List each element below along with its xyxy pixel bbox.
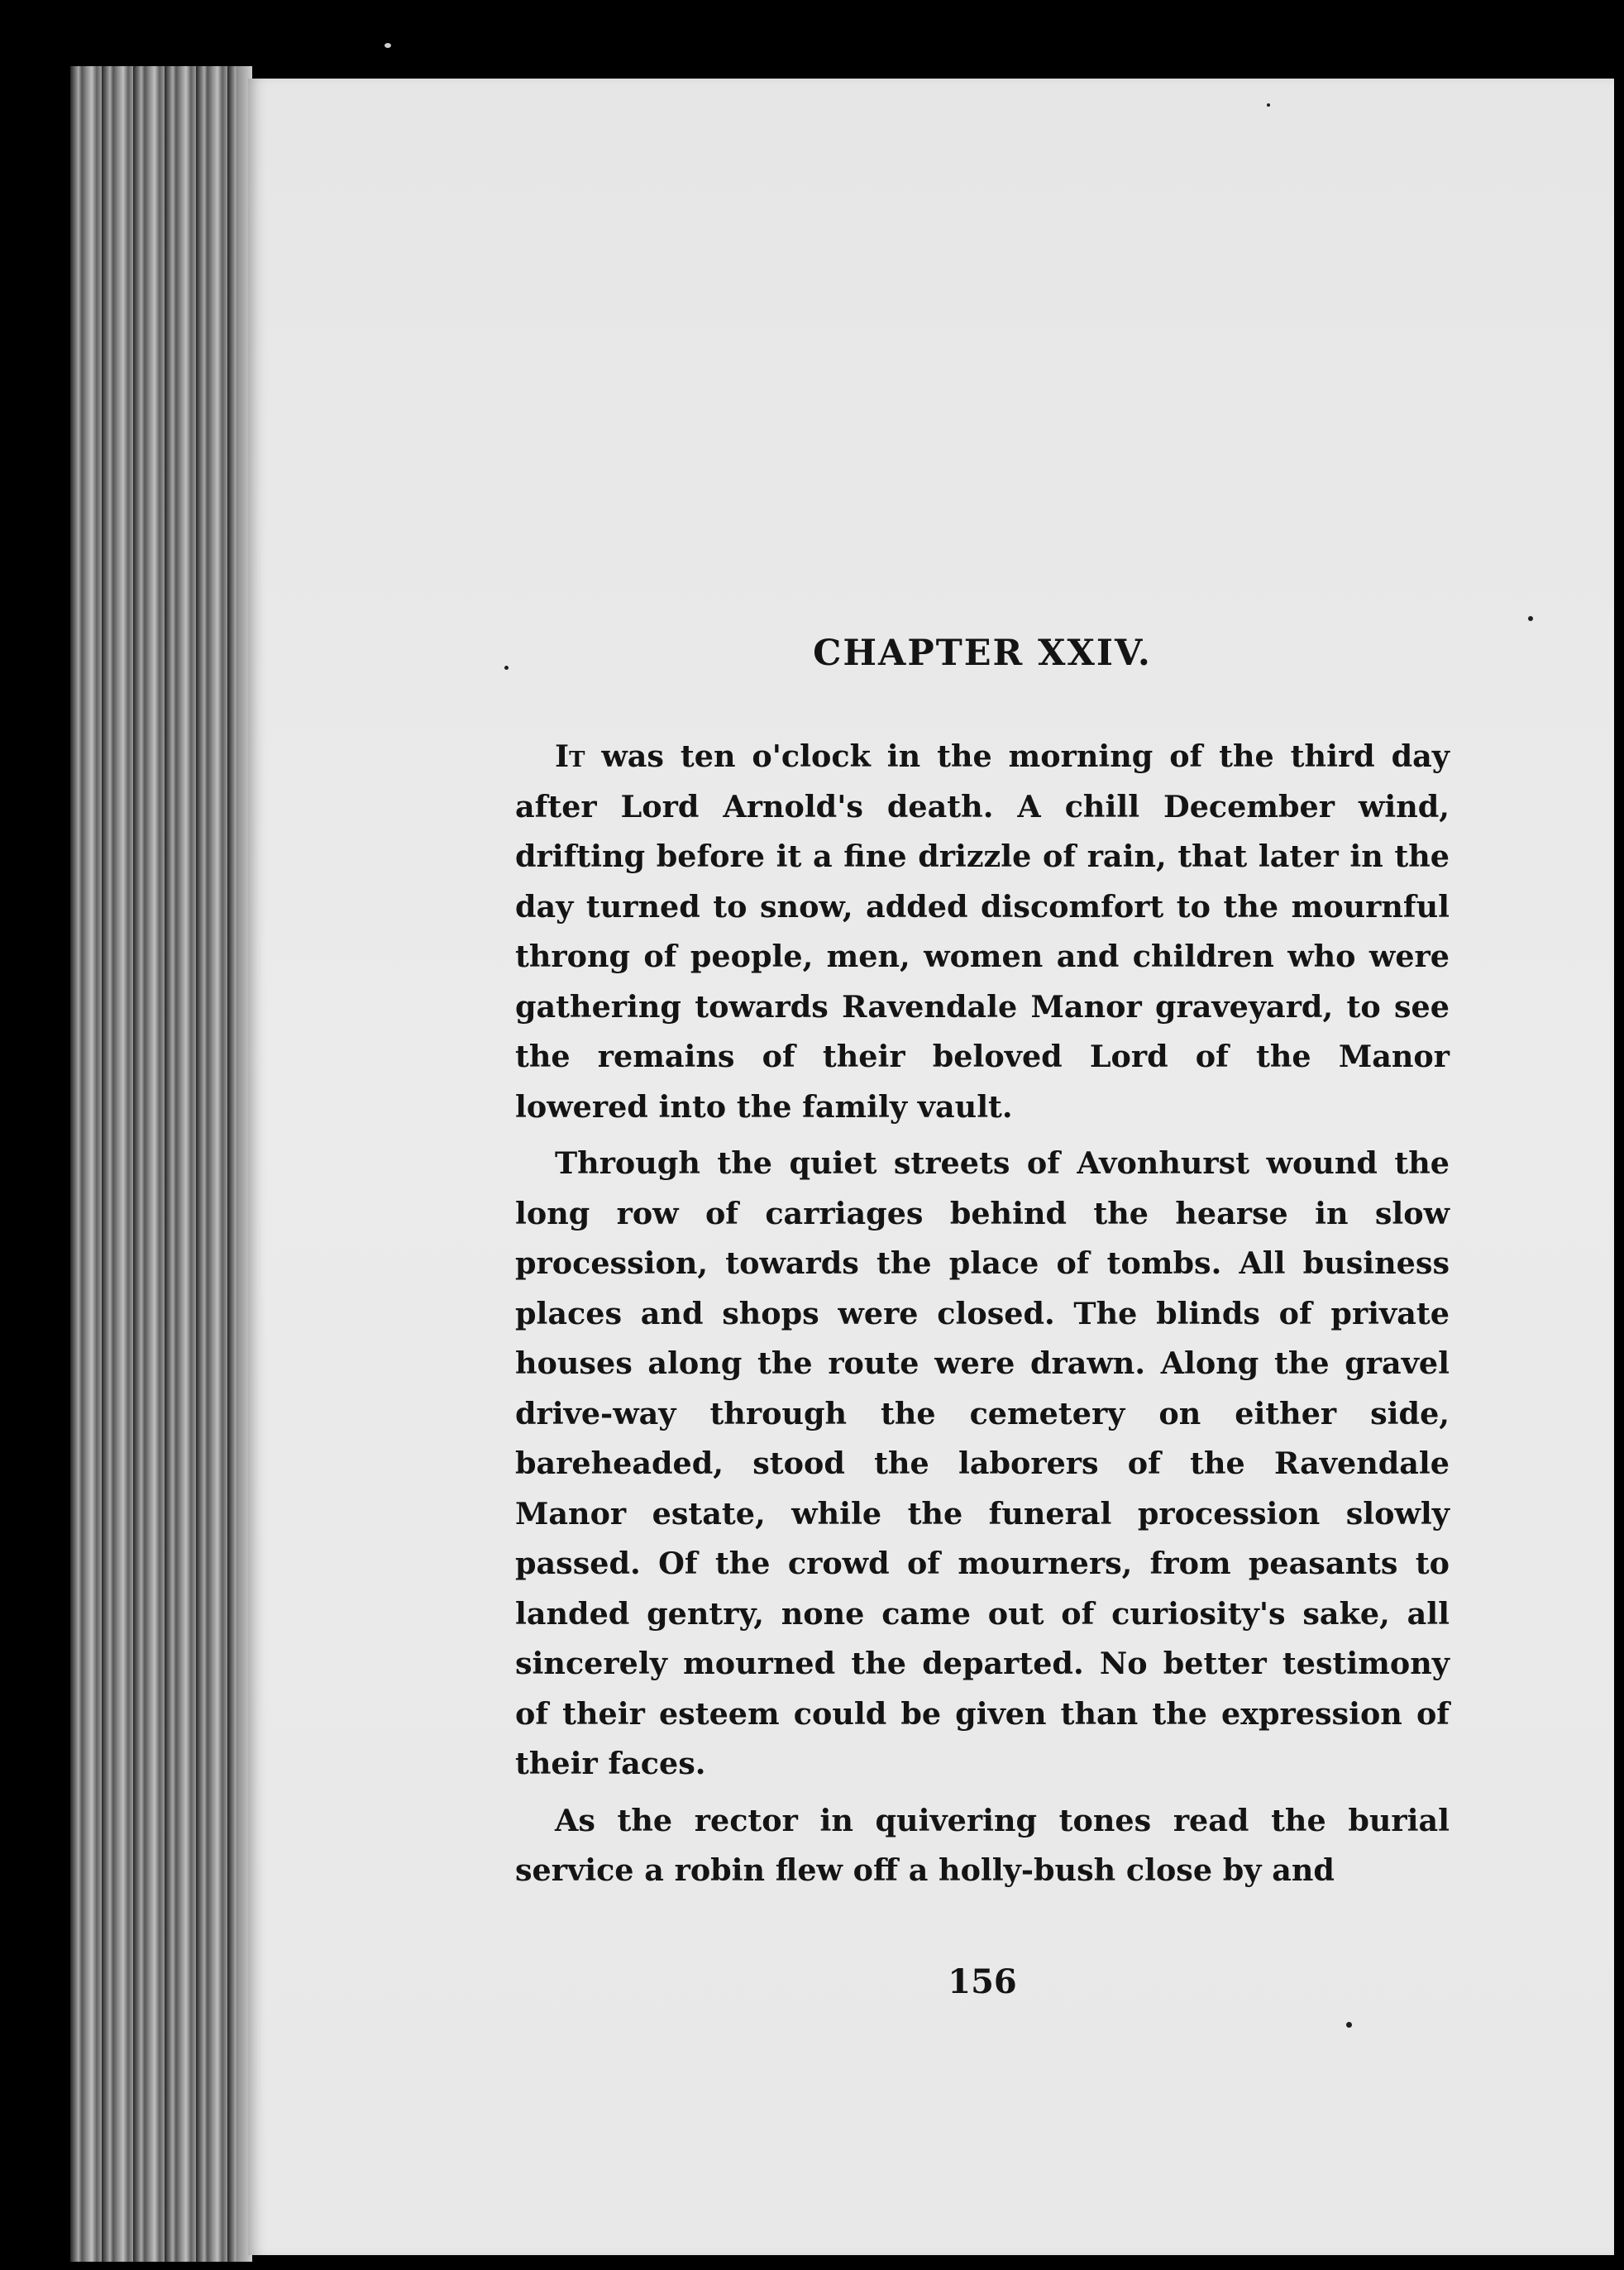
book-page-edges (70, 66, 252, 2262)
chapter-title: CHAPTER XXIV. (813, 633, 1152, 674)
dust-speck (504, 666, 509, 670)
dust-speck (1528, 616, 1533, 621)
paragraph-text: As the rector in quivering tones read the burial service a robin flew off a holly-bush close by and (515, 1802, 1450, 1888)
paragraph-text: Through the quiet streets of Avonhurst wound the long row of carriages behind the hearse in slow procession, towards the place of tombs. All business places and shops were closed. The blinds of private houses along the route were drawn. Along the gravel drive-way through the cemetery on either side, bareheaded, stood the laborers of the Ravendale Manor estate, while the funeral procession slowly passed. Of the crowd of mourners, from peasants to landed gentry, none came out of curiosity's sake, all sincerely mourned the departed. No better testimony of their esteem could be given than the expression of their faces. (515, 1145, 1450, 1781)
paragraph-1 (515, 732, 1450, 1132)
paragraph-3 (515, 1796, 1450, 1896)
dust-speck (385, 43, 391, 48)
dust-speck (1346, 2022, 1352, 2028)
page-number: 156 (948, 1962, 1017, 2001)
dust-speck (1267, 103, 1270, 107)
body-text (515, 732, 1450, 1896)
book-page (248, 79, 1614, 2255)
paragraph-lead-word: It (555, 738, 585, 774)
paragraph-text: was ten o'clock in the morning of the third day after Lord Arnold's death. A chill December wind, drifting before it a fine drizzle of rain, that later in the day turned to snow, added discomfort to the mournful throng of people, men, women and children who were gathering towards Ravendale Manor graveyard, to see the remains of their beloved Lord of the Manor lowered into the family vault. (515, 738, 1450, 1125)
paragraph-2 (515, 1139, 1450, 1790)
